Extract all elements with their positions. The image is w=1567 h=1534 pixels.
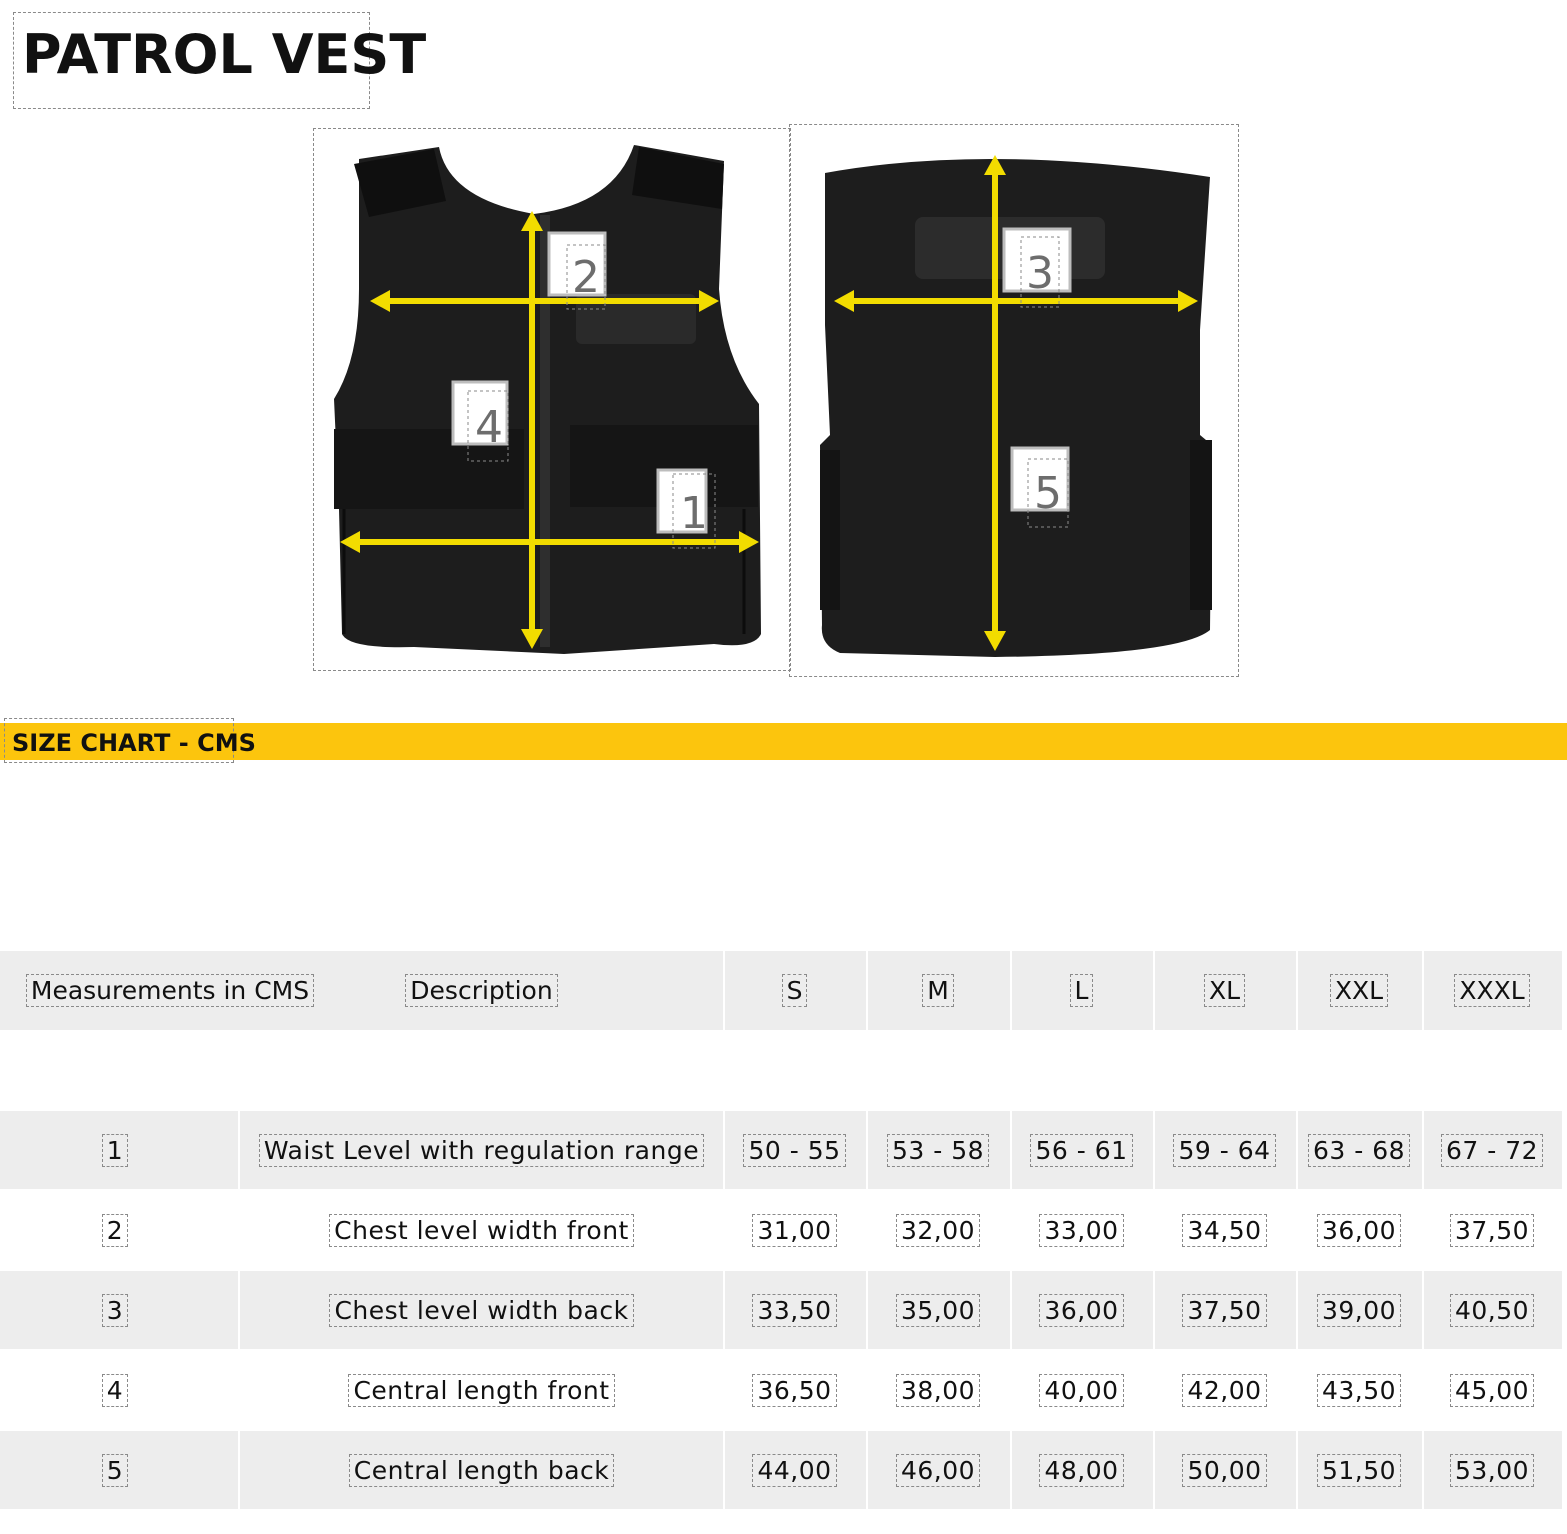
cell-m: 46,00 [866,1431,1010,1509]
svg-text:4: 4 [475,402,503,453]
cell-xl: 50,00 [1153,1431,1296,1509]
cell-xxxl: 67 - 72 [1422,1111,1562,1189]
cell-xxxl: 53,00 [1422,1431,1562,1509]
header-size-xxxl: XXXL [1422,951,1562,1030]
front-vest-illustration [314,129,792,672]
table-row [0,1111,1562,1189]
row-id: 1 [0,1111,230,1189]
size-chart-label: SIZE CHART - CMS [12,729,256,757]
cell-m: 38,00 [866,1351,1010,1429]
cell-xl: 37,50 [1153,1271,1296,1349]
cell-xxl: 36,00 [1296,1191,1422,1269]
header-measurements: Measurements in CMS [0,951,340,1030]
row-id: 4 [0,1351,230,1429]
cell-l: 33,00 [1010,1191,1153,1269]
back-vest-illustration [790,125,1240,678]
cell-xl: 34,50 [1153,1191,1296,1269]
cell-m: 53 - 58 [866,1111,1010,1189]
cell-l: 40,00 [1010,1351,1153,1429]
cell-s: 33,50 [723,1271,866,1349]
table-row [0,1351,1562,1429]
cell-xxxl: 40,50 [1422,1271,1562,1349]
front-vest-figure [313,128,791,671]
table-row [0,1431,1562,1509]
page-title: PATROL VEST [22,23,427,86]
row-description: Waist Level with regulation range [240,1111,723,1189]
cell-m: 35,00 [866,1271,1010,1349]
header-size-xxl: XXL [1296,951,1422,1030]
cell-xxl: 43,50 [1296,1351,1422,1429]
cell-s: 31,00 [723,1191,866,1269]
cell-xl: 59 - 64 [1153,1111,1296,1189]
row-id: 2 [0,1191,230,1269]
cell-l: 56 - 61 [1010,1111,1153,1189]
table-header [0,951,1562,1030]
table-row [0,1271,1562,1349]
back-vest-figure [789,124,1239,677]
cell-xxl: 63 - 68 [1296,1111,1422,1189]
cell-s: 50 - 55 [723,1111,866,1189]
header-size-l: L [1010,951,1153,1030]
row-description: Chest level width front [240,1191,723,1269]
cell-l: 48,00 [1010,1431,1153,1509]
svg-text:2: 2 [572,252,600,303]
cell-l: 36,00 [1010,1271,1153,1349]
svg-text:3: 3 [1026,248,1054,299]
cell-xxl: 51,50 [1296,1431,1422,1509]
row-id: 5 [0,1431,230,1509]
row-description: Chest level width back [240,1271,723,1349]
cell-m: 32,00 [866,1191,1010,1269]
svg-text:1: 1 [680,488,708,539]
cell-xxxl: 45,00 [1422,1351,1562,1429]
header-size-s: S [723,951,866,1030]
cell-xxl: 39,00 [1296,1271,1422,1349]
cell-xxxl: 37,50 [1422,1191,1562,1269]
row-id: 3 [0,1271,230,1349]
svg-text:5: 5 [1034,468,1062,519]
cell-s: 44,00 [723,1431,866,1509]
header-size-xl: XL [1153,951,1296,1030]
header-description: Description [240,951,723,1030]
cell-xl: 42,00 [1153,1351,1296,1429]
row-description: Central length back [240,1431,723,1509]
table-row [0,1191,1562,1269]
row-description: Central length front [240,1351,723,1429]
header-size-m: M [866,951,1010,1030]
cell-s: 36,50 [723,1351,866,1429]
